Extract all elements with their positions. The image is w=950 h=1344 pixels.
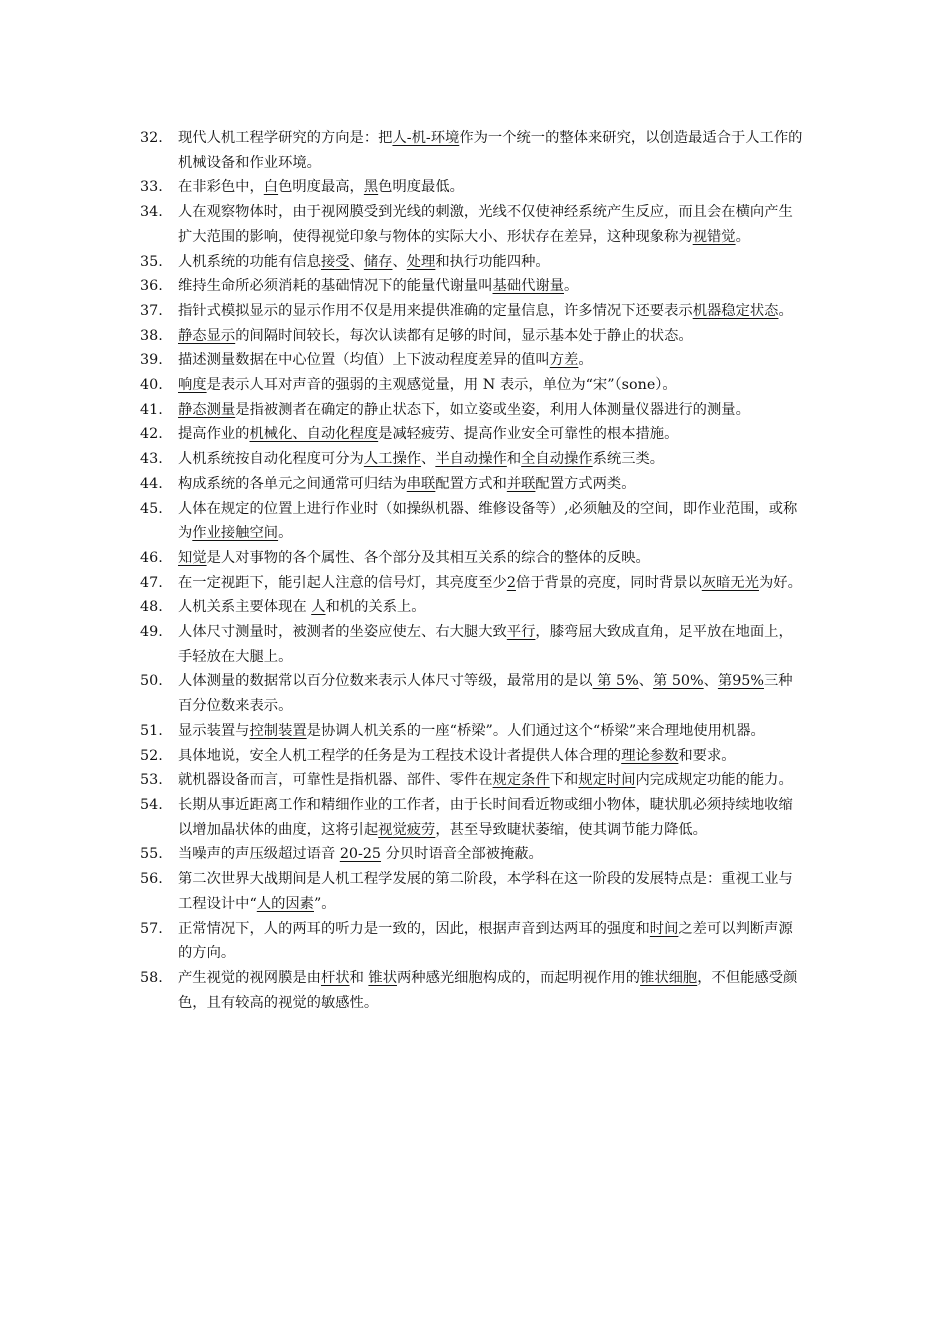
question-text: 是人对事物的各个属性、各个部分及其相互关系的综合的整体的反映。 (206, 549, 650, 566)
question-text: 第二次世界大战期间是人机工程学发展的第二阶段，本学科在这一阶段的发展特点是：重视工业与工程设计中“ (178, 871, 793, 912)
answer-blank: 人 (311, 599, 326, 616)
item-text (178, 179, 464, 195)
list-item (140, 497, 806, 546)
answer-blank: 控制装置 (249, 722, 307, 739)
question-text: 是表示人耳对声音的强弱的主观感觉量，用 N 表示，单位为“宋”（sone）。 (206, 377, 677, 394)
item-number: 33. (140, 179, 163, 196)
list-item (140, 719, 806, 744)
question-text: 下和 (549, 772, 579, 789)
list-item (140, 373, 806, 398)
question-text: 、 (703, 673, 718, 690)
item-number: 36. (140, 278, 163, 295)
list-item (140, 768, 806, 793)
list-item (140, 274, 806, 299)
item-text (178, 501, 797, 542)
list-item (140, 793, 806, 842)
question-text: ，不但能感受颜色，且有较高的视觉的敏感性。 (178, 969, 798, 1011)
question-text: 人体在规定的位置上进行作业时（如操纵机器、维修设备等）,必须触及的空间，即作业范围，或称为 (178, 500, 798, 542)
answer-blank: 响度 (178, 377, 207, 394)
item-text (178, 303, 793, 319)
item-text (178, 204, 793, 245)
answer-blank: 时间 (649, 920, 679, 937)
item-number: 52. (140, 747, 163, 764)
answer-blank: 人工操作 (363, 451, 422, 468)
item-number: 44. (140, 475, 163, 492)
question-text: 提高作业的 (178, 426, 250, 443)
question-text: ”。 (313, 895, 336, 912)
list-item (140, 966, 806, 1015)
question-text: 正常情况下，人的两耳的听力是一致的，因此，根据声音到达两耳的强度和 (178, 920, 650, 937)
answer-blank: 第 50% (652, 673, 704, 690)
question-text: 显示装置与 (178, 722, 250, 739)
item-text (178, 772, 793, 788)
item-number: 35. (140, 253, 163, 270)
item-text (178, 402, 750, 418)
item-number: 37. (140, 302, 163, 319)
question-text: 人体测量的数据常以百分位数来表示人体尺寸等级，最常用的是以 (178, 673, 593, 690)
answer-blank: 处理 (406, 253, 436, 270)
answer-blank: 第 5% (592, 673, 639, 690)
question-text: 、 (421, 451, 436, 468)
item-number: 58. (140, 969, 163, 986)
item-text (178, 550, 650, 566)
item-number: 47. (140, 574, 163, 591)
answer-blank: 半自动操作 (435, 451, 507, 468)
question-text: 配置方式和 (435, 475, 507, 492)
list-item (140, 299, 806, 324)
question-text: 人体尺寸测量时，被测者的坐姿应使左、右大腿大致 (178, 624, 507, 641)
item-number: 46. (140, 549, 163, 566)
answer-blank: 视觉疲劳 (378, 821, 436, 838)
answer-blank: 白 (263, 179, 279, 196)
question-text: 人在观察物体时，由于视网膜受到光线的刺激，光线不仅使神经系统产生反应，而且会在横向产生扩大范围的影响，使得视觉印象与物体的实际大小、形状存在差异，这种现象称为 (178, 204, 793, 245)
answer-blank: 锥状细胞 (640, 969, 698, 986)
item-text (178, 377, 677, 393)
list-item (140, 175, 806, 200)
item-number: 43. (140, 451, 163, 468)
question-text: 是减轻疲劳、提高作业安全可靠性的根本措施。 (378, 426, 679, 443)
item-text (178, 254, 550, 270)
question-text: 是指被测者在确定的静止状态下，如立姿或坐姿，利用人体测量仪器进行的测量。 (235, 401, 750, 418)
question-text: 配置方式两类。 (535, 475, 636, 492)
answer-blank: 方差 (549, 352, 579, 369)
answer-blank: 平行 (506, 624, 536, 641)
item-number: 56. (140, 871, 163, 888)
question-text: 内完成规定功能的能力。 (635, 772, 793, 789)
question-text: 维持生命所必须消耗的基础情况下的能量代谢量叫 (178, 278, 493, 295)
answer-blank: 锥状 (368, 969, 397, 986)
answer-blank: 基础代谢量 (492, 278, 565, 295)
list-item (140, 472, 806, 497)
answer-blank: 人-机-环境 (392, 130, 460, 146)
item-number: 53. (140, 772, 163, 789)
list-item (140, 126, 806, 175)
answer-blank: 杆状 (320, 969, 350, 986)
item-text (178, 476, 636, 492)
question-text: 产生视觉的视网膜是由 (178, 969, 321, 986)
question-text: 和要求。 (678, 747, 736, 764)
item-number: 54. (140, 796, 163, 813)
list-item (140, 842, 806, 867)
question-text: 和 (506, 451, 522, 468)
list-item (140, 620, 806, 669)
question-text: 作为一个统一的整体来研究，以创造最适合于人工作的机械设备和作业环境。 (178, 130, 803, 171)
question-text: 色明度最高， (278, 179, 364, 196)
item-text (178, 130, 802, 171)
list-item (140, 917, 806, 966)
question-text: 色明度最低。 (378, 179, 464, 196)
question-text: 具体地说，安全人机工程学的任务是为工程技术设计者提供人体合理的 (178, 747, 622, 764)
item-number: 50. (140, 673, 163, 690)
question-text: 是协调人机关系的一座“桥梁”。人们通过这个“桥梁”来合理地使用机器。 (306, 722, 765, 739)
answer-blank: 储存 (363, 253, 393, 270)
question-text: 三种百分位数来表示。 (178, 673, 793, 715)
list-item (140, 744, 806, 769)
question-text: 之差可以判断声源的方向。 (178, 920, 793, 962)
question-text: 和机的关系上。 (325, 599, 426, 616)
item-text (178, 575, 802, 591)
item-text (178, 723, 765, 739)
item-text (178, 871, 793, 912)
question-text: 。 (778, 302, 793, 319)
item-number: 38. (140, 327, 163, 344)
answer-blank: 灰暗无光 (701, 574, 759, 591)
list-item (140, 398, 806, 423)
answer-blank: 机器稳定状态 (692, 302, 779, 319)
question-text: 。 (564, 278, 579, 295)
answer-blank: 理论参数 (621, 747, 679, 764)
question-text: ，甚至导致睫状萎缩，使其调节能力降低。 (435, 821, 707, 838)
question-text: 、 (349, 253, 364, 270)
answer-blank: 接受 (320, 253, 350, 270)
answer-blank: 视错觉 (692, 228, 736, 245)
item-number: 49. (140, 624, 163, 641)
question-text: 现代人机工程学研究的方向是：把 (178, 130, 393, 146)
answer-blank: 2 (506, 574, 516, 591)
answer-blank: 作业接触空间 (192, 525, 279, 542)
item-text (178, 921, 793, 962)
item-number: 40. (140, 377, 163, 394)
answer-blank: 知觉 (178, 549, 207, 566)
item-text (178, 599, 426, 615)
list-item (140, 348, 806, 373)
answer-blank: 并联 (506, 475, 536, 492)
question-text: 。 (735, 228, 750, 245)
question-text: 。 (278, 525, 293, 542)
item-text (178, 673, 793, 714)
answer-blank: 规定条件 (492, 772, 550, 789)
answer-blank: 串联 (406, 475, 436, 492)
item-text (178, 352, 593, 368)
item-number: 51. (140, 722, 163, 739)
answer-blank: 静态测量 (178, 401, 236, 418)
item-text (178, 426, 678, 442)
question-text: 。 (578, 352, 593, 369)
question-text: 长期从事近距离工作和精细作业的工作者，由于长时间看近物或细小物体，睫状肌必须持续地收缩以增加晶状体的曲度，这将引起 (178, 796, 793, 838)
question-text: 和执行功能四种。 (435, 253, 550, 270)
question-list (140, 126, 806, 1015)
list-item (140, 595, 806, 620)
question-text: 指针式模拟显示的显示作用不仅是用来提供准确的定量信息，许多情况下还要表示 (178, 302, 693, 319)
question-text: 人机系统按自动化程度可分为 (178, 451, 364, 468)
question-text: 人机关系主要体现在 (178, 599, 312, 616)
list-item (140, 422, 806, 447)
item-text (178, 328, 693, 344)
list-item (140, 867, 806, 916)
item-text (178, 278, 578, 294)
item-number: 55. (140, 846, 163, 863)
question-text: 分贝时语音全部被掩蔽。 (381, 846, 543, 863)
item-text (178, 748, 736, 764)
item-text (178, 797, 793, 838)
item-text (178, 624, 793, 665)
answer-blank: 黑 (363, 179, 379, 196)
question-text: 构成系统的各单元之间通常可归结为 (178, 475, 407, 492)
question-text: ，膝弯屈大致成直角，足平放在地面上，手轻放在大腿上。 (178, 624, 793, 665)
answer-blank: 机械化、自动化程度 (249, 426, 379, 443)
list-item (140, 324, 806, 349)
answer-blank: 规定时间 (578, 772, 636, 789)
question-text: 、 (392, 253, 407, 270)
question-text: 为好。 (758, 574, 802, 591)
question-text: 描述测量数据在中心位置（均值）上下波动程度差异的值叫 (178, 352, 550, 369)
item-number: 57. (140, 920, 163, 937)
item-number: 45. (140, 500, 163, 517)
question-text: 在非彩色中， (178, 179, 264, 196)
item-text (178, 970, 797, 1011)
question-text: 系统三类。 (592, 451, 665, 468)
list-item (140, 669, 806, 718)
question-text: 两种感光细胞构成的，而起明视作用的 (397, 969, 641, 986)
question-text: 当噪声的声压级超过语音 (178, 846, 340, 863)
question-text: 的间隔时间较长，每次认读都有足够的时间，显示基本处于静止的状态。 (235, 327, 693, 344)
question-text: 在一定视距下，能引起人注意的信号灯，其亮度至少 (178, 574, 507, 591)
list-item (140, 200, 806, 249)
item-number: 41. (140, 401, 163, 418)
item-number: 34. (140, 204, 163, 221)
question-text: 倍于背景的亮度，同时背景以 (515, 574, 702, 591)
list-item (140, 250, 806, 275)
answer-blank: 人的因素 (256, 895, 314, 912)
list-item (140, 546, 806, 571)
question-text: 、 (638, 673, 653, 690)
answer-blank: 20-25 (339, 846, 382, 863)
answer-blank: 全自动操作 (521, 451, 593, 468)
item-text (178, 451, 664, 467)
list-item (140, 571, 806, 596)
question-text: 人机系统的功能有信息 (178, 253, 321, 270)
item-number: 32. (140, 130, 163, 146)
item-number: 42. (140, 426, 163, 443)
answer-blank: 静态显示 (178, 327, 236, 344)
item-number: 48. (140, 599, 163, 616)
question-text: 和 (349, 969, 369, 986)
item-number: 39. (140, 352, 163, 369)
item-text (178, 846, 543, 862)
list-item (140, 447, 806, 472)
answer-blank: 第95% (717, 673, 764, 690)
question-text: 就机器设备而言，可靠性是指机器、部件、零件在 (178, 772, 493, 789)
